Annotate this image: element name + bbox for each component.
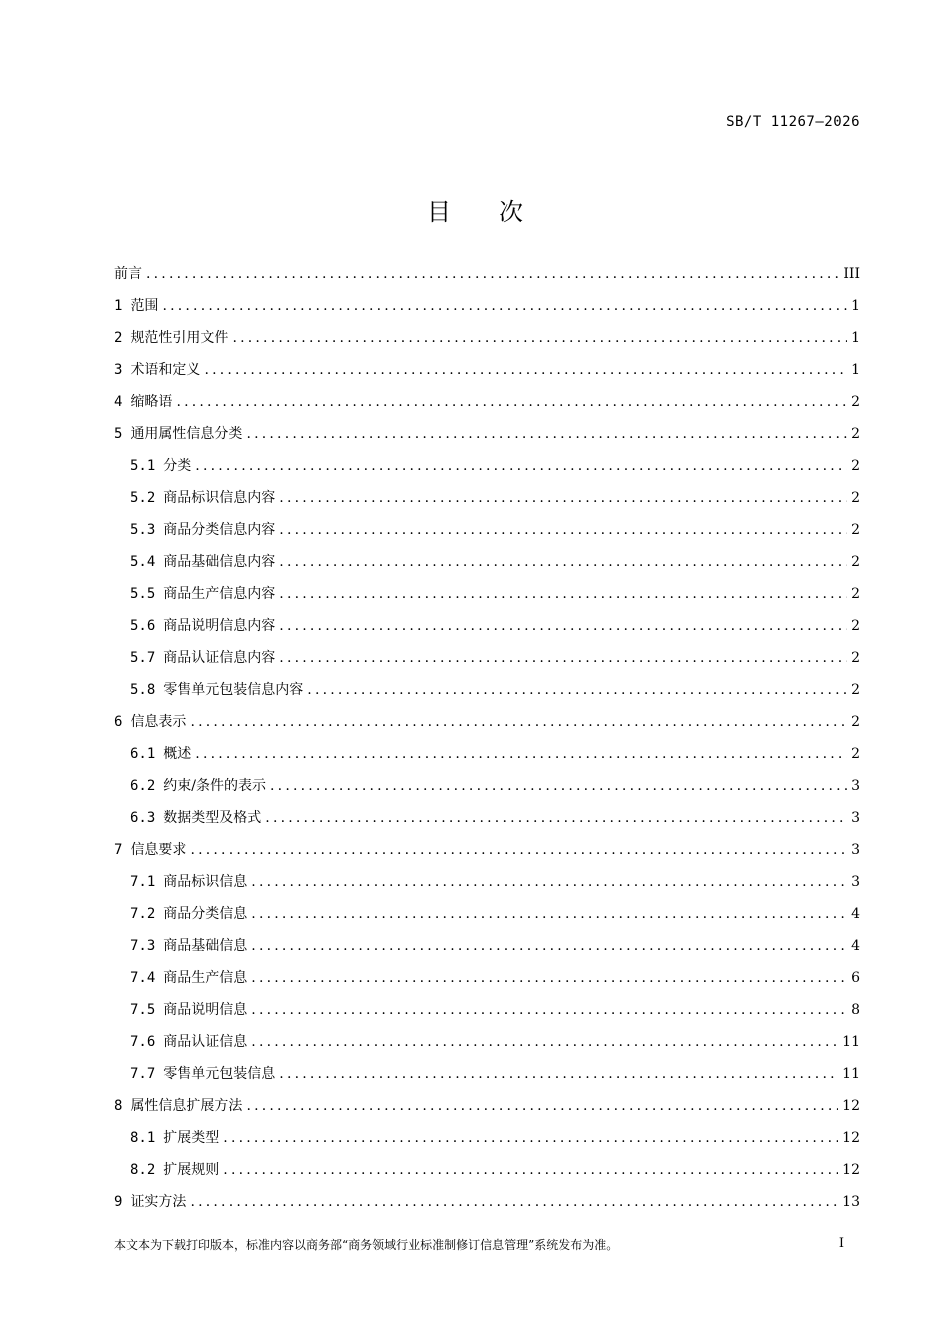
toc-entry-page: 2 xyxy=(851,490,860,506)
toc-dot-leader xyxy=(246,1090,838,1122)
toc-entry-label: 商品生产信息内容 xyxy=(163,586,276,602)
toc-entry-label: 概述 xyxy=(163,746,192,762)
toc-entry[interactable] xyxy=(114,642,860,674)
toc-entry-number: 4 xyxy=(114,394,123,410)
toc-entry[interactable] xyxy=(114,738,860,770)
toc-entry-number: 6.1 xyxy=(130,746,156,762)
toc-entry-page: 12 xyxy=(842,1130,860,1146)
toc-entry-number: 5.8 xyxy=(130,682,156,698)
toc-entry-page: 2 xyxy=(851,554,860,570)
toc-entry[interactable] xyxy=(114,290,860,322)
toc-entry-number: 8 xyxy=(114,1098,123,1114)
toc-entry-number: 7.2 xyxy=(130,906,156,922)
toc-entry[interactable] xyxy=(114,930,860,962)
toc-entry[interactable] xyxy=(114,706,860,738)
toc-entry[interactable] xyxy=(114,674,860,706)
toc-dot-leader xyxy=(279,1058,838,1090)
toc-entry-number: 8.1 xyxy=(130,1130,156,1146)
toc-entry-number: 5 xyxy=(114,426,123,442)
toc-entry-label: 扩展类型 xyxy=(163,1130,220,1146)
toc-dot-leader xyxy=(279,514,847,546)
toc-entry[interactable] xyxy=(114,962,860,994)
toc-entry-page: III xyxy=(843,266,860,282)
toc-entry-page: 3 xyxy=(851,842,860,858)
toc-dot-leader xyxy=(195,738,847,770)
page-title xyxy=(0,192,950,227)
toc-entry-label: 商品基础信息 xyxy=(163,938,248,954)
toc-entry-label: 分类 xyxy=(163,458,192,474)
toc-entry[interactable] xyxy=(114,770,860,802)
toc-entry-number: 7.6 xyxy=(130,1034,156,1050)
toc-entry-label: 信息要求 xyxy=(130,842,187,858)
toc-dot-leader xyxy=(190,706,847,738)
toc-entry-page: 11 xyxy=(842,1066,860,1082)
toc-entry-number: 8.2 xyxy=(130,1162,156,1178)
toc-entry-label: 通用属性信息分类 xyxy=(130,426,243,442)
toc-dot-leader xyxy=(251,930,847,962)
toc-dot-leader xyxy=(223,1154,838,1186)
toc-entry-page: 2 xyxy=(851,522,860,538)
toc-entry-label: 规范性引用文件 xyxy=(130,330,229,346)
toc-dot-leader xyxy=(279,578,847,610)
toc-entry-label: 缩略语 xyxy=(130,394,173,410)
toc-entry[interactable] xyxy=(114,578,860,610)
toc-entry-page: 2 xyxy=(851,746,860,762)
toc-entry-label: 商品分类信息内容 xyxy=(163,522,276,538)
toc-entry-number: 7.3 xyxy=(130,938,156,954)
toc-dot-leader xyxy=(190,834,847,866)
toc-entry[interactable] xyxy=(114,1122,860,1154)
toc-entry[interactable] xyxy=(114,1090,860,1122)
toc-entry-label: 商品标识信息内容 xyxy=(163,490,276,506)
toc-dot-leader xyxy=(232,322,847,354)
toc-entry[interactable] xyxy=(114,482,860,514)
toc-entry-number: 5.7 xyxy=(130,650,156,666)
toc-dot-leader xyxy=(265,802,847,834)
toc-entry-page: 12 xyxy=(842,1162,860,1178)
toc-entry-number: 9 xyxy=(114,1194,123,1210)
toc-dot-leader xyxy=(279,482,847,514)
toc-entry[interactable] xyxy=(114,1186,860,1218)
toc-entry-number: 7.4 xyxy=(130,970,156,986)
toc-dot-leader xyxy=(279,642,847,674)
toc-entry-number: 6.3 xyxy=(130,810,156,826)
toc-dot-leader xyxy=(251,1026,838,1058)
toc-dot-leader xyxy=(251,898,847,930)
toc-entry[interactable] xyxy=(114,898,860,930)
toc-entry-page: 2 xyxy=(851,714,860,730)
toc-entry-page: 2 xyxy=(851,458,860,474)
toc-entry-label: 商品认证信息 xyxy=(163,1034,248,1050)
toc-entry-label: 证实方法 xyxy=(130,1194,187,1210)
toc-entry-page: 2 xyxy=(851,426,860,442)
toc-entry-label: 商品分类信息 xyxy=(163,906,248,922)
toc-entry-label: 约束/条件的表示 xyxy=(163,778,267,794)
toc-entry-page: 2 xyxy=(851,682,860,698)
toc-entry-number: 5.2 xyxy=(130,490,156,506)
toc-entry-number: 6 xyxy=(114,714,123,730)
toc-entry-label: 零售单元包装信息 xyxy=(163,1066,276,1082)
toc-entry[interactable] xyxy=(114,450,860,482)
title-char-2: 次 xyxy=(499,198,523,226)
toc-entry-number: 6.2 xyxy=(130,778,156,794)
toc-entry-number: 2 xyxy=(114,330,123,346)
toc-entry-page: 13 xyxy=(842,1194,860,1210)
toc-dot-leader xyxy=(279,610,847,642)
toc-dot-leader xyxy=(190,1186,838,1218)
toc-entry-label: 扩展规则 xyxy=(163,1162,220,1178)
toc-dot-leader xyxy=(176,386,847,418)
toc-entry-label: 前言 xyxy=(114,266,142,282)
toc-entry[interactable] xyxy=(114,258,860,290)
toc-dot-leader xyxy=(279,546,847,578)
toc-entry-page: 6 xyxy=(851,970,860,986)
footer-page-number: I xyxy=(838,1236,844,1251)
toc-entry-page: 4 xyxy=(851,906,860,922)
toc-entry-label: 商品生产信息 xyxy=(163,970,248,986)
toc-entry[interactable] xyxy=(114,354,860,386)
toc-entry-page: 2 xyxy=(851,586,860,602)
toc-entry-page: 2 xyxy=(851,394,860,410)
toc-entry-page: 1 xyxy=(851,298,860,314)
toc-entry-page: 1 xyxy=(851,330,860,346)
toc-entry-page: 3 xyxy=(851,874,860,890)
toc-entry-label: 属性信息扩展方法 xyxy=(130,1098,243,1114)
toc-entry-label: 范围 xyxy=(130,298,159,314)
toc-dot-leader xyxy=(270,770,847,802)
toc-entry-number: 7.5 xyxy=(130,1002,156,1018)
toc-entry-page: 4 xyxy=(851,938,860,954)
toc-entry-label: 商品说明信息 xyxy=(163,1002,248,1018)
toc-entry[interactable] xyxy=(114,834,860,866)
toc-entry-page: 12 xyxy=(842,1098,860,1114)
toc-entry[interactable] xyxy=(114,546,860,578)
toc-entry[interactable] xyxy=(114,322,860,354)
document-code: SB/T 11267—2026 xyxy=(726,114,860,130)
toc-entry-number: 5.5 xyxy=(130,586,156,602)
toc-entry[interactable] xyxy=(114,514,860,546)
toc-entry[interactable] xyxy=(114,386,860,418)
toc-dot-leader xyxy=(223,1122,838,1154)
toc-dot-leader xyxy=(195,450,847,482)
toc-entry-label: 信息表示 xyxy=(130,714,187,730)
table-of-contents xyxy=(114,258,860,1218)
toc-entry[interactable] xyxy=(114,418,860,450)
toc-entry-label: 术语和定义 xyxy=(130,362,201,378)
toc-dot-leader xyxy=(251,962,847,994)
toc-entry-number: 1 xyxy=(114,298,123,314)
toc-entry[interactable] xyxy=(114,1154,860,1186)
toc-entry-number: 5.6 xyxy=(130,618,156,634)
toc-dot-leader xyxy=(162,290,847,322)
toc-entry[interactable] xyxy=(114,994,860,1026)
toc-entry-page: 3 xyxy=(851,810,860,826)
toc-entry-number: 7 xyxy=(114,842,123,858)
toc-entry-number: 7.7 xyxy=(130,1066,156,1082)
toc-entry[interactable] xyxy=(114,802,860,834)
toc-entry-number: 5.1 xyxy=(130,458,156,474)
toc-dot-leader xyxy=(146,258,839,290)
toc-entry-label: 商品认证信息内容 xyxy=(163,650,276,666)
toc-entry[interactable] xyxy=(114,866,860,898)
toc-entry-label: 零售单元包装信息内容 xyxy=(163,682,304,698)
toc-entry-page: 2 xyxy=(851,618,860,634)
toc-dot-leader xyxy=(246,418,847,450)
toc-entry-number: 5.4 xyxy=(130,554,156,570)
toc-entry-label: 商品说明信息内容 xyxy=(163,618,276,634)
title-char-1: 目 xyxy=(427,198,451,226)
toc-dot-leader xyxy=(204,354,847,386)
toc-entry-page: 8 xyxy=(851,1002,860,1018)
toc-dot-leader xyxy=(307,674,847,706)
toc-entry[interactable] xyxy=(114,610,860,642)
toc-dot-leader xyxy=(251,994,847,1026)
toc-entry-number: 3 xyxy=(114,362,123,378)
toc-entry-page: 2 xyxy=(851,650,860,666)
toc-entry-page: 1 xyxy=(851,362,860,378)
toc-entry-label: 商品基础信息内容 xyxy=(163,554,276,570)
toc-entry-page: 3 xyxy=(851,778,860,794)
toc-entry-number: 5.3 xyxy=(130,522,156,538)
toc-dot-leader xyxy=(251,866,847,898)
toc-entry-page: 11 xyxy=(842,1034,860,1050)
footer-note: 本文本为下载打印版本，标准内容以商务部“商务领域行业标准制修订信息管理”系统发布为准。 xyxy=(114,1238,619,1252)
toc-entry-label: 商品标识信息 xyxy=(163,874,248,890)
toc-entry-label: 数据类型及格式 xyxy=(163,810,262,826)
toc-entry-number: 7.1 xyxy=(130,874,156,890)
toc-entry[interactable] xyxy=(114,1058,860,1090)
toc-entry[interactable] xyxy=(114,1026,860,1058)
